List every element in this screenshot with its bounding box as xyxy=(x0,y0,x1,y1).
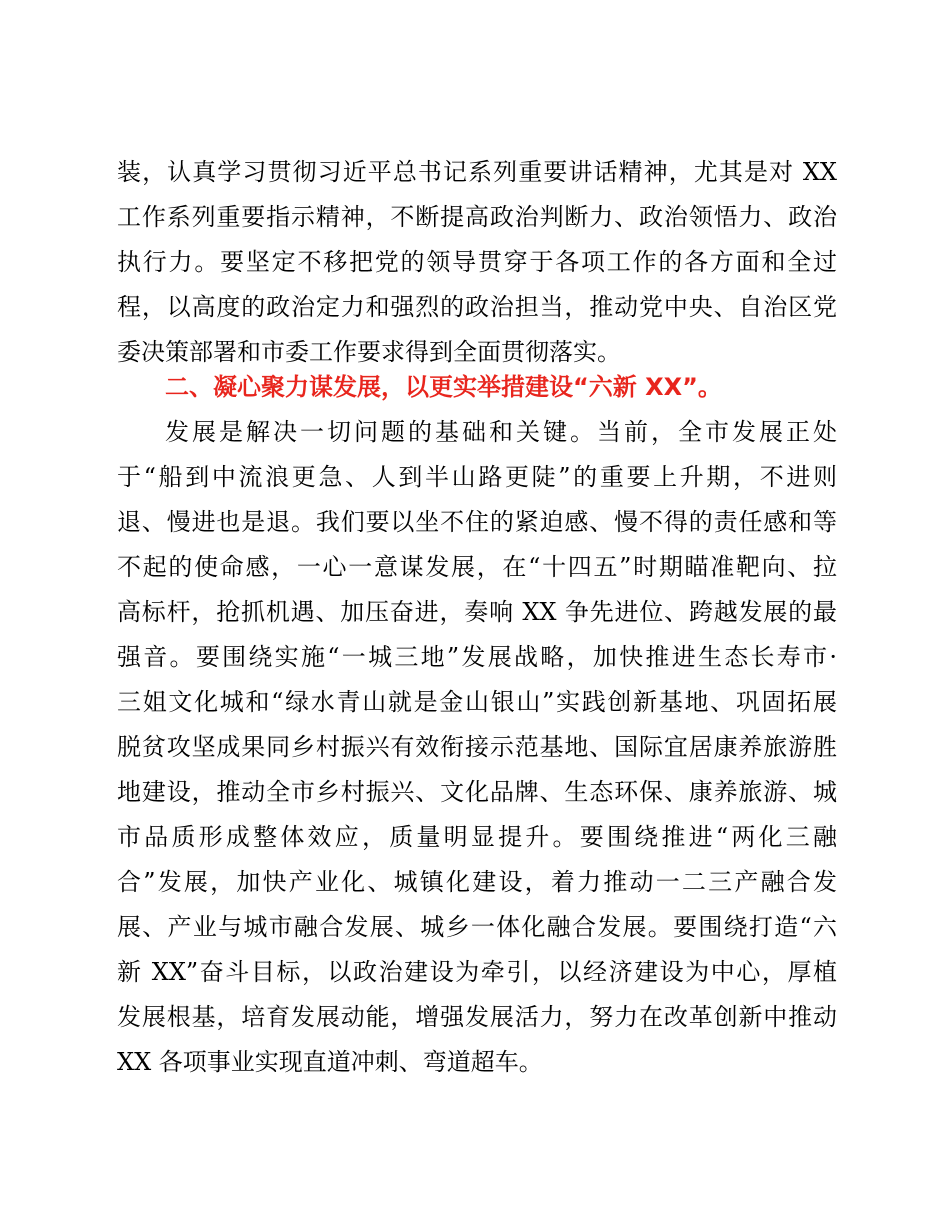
paragraph2-line-1: 发展是解决一切问题的基础和关键。当前，全市发展正处 xyxy=(165,418,837,446)
paragraph2-line-4: 不起的使命感，一心一意谋发展，在“十四五”时期瞄准靶向、拉 xyxy=(117,553,837,581)
paragraph1-line-2: 工作系列重要指示精神，不断提高政治判断力、政治领悟力、政治 xyxy=(117,203,837,231)
section-heading: 二、凝心聚力谋发展，以更实举措建设“六新 XX”。 xyxy=(165,373,722,401)
paragraph2-line-3: 退、慢进也是退。我们要以坐不住的紧迫感、慢不得的责任感和等 xyxy=(117,508,837,536)
paragraph2-line-13: 新 XX”奋斗目标，以政治建设为牵引，以经济建设为中心，厚植 xyxy=(117,958,837,986)
paragraph2-line-15: XX 各项事业实现直道冲刺、弯道超车。 xyxy=(117,1048,543,1076)
paragraph2-line-12: 展、产业与城市融合发展、城乡一体化融合发展。要围绕打造“六 xyxy=(117,913,837,941)
paragraph2-line-6: 强音。要围绕实施“一城三地”发展战略，加快推进生态长寿市· xyxy=(117,643,837,671)
paragraph2-line-9: 地建设，推动全市乡村振兴、文化品牌、生态环保、康养旅游、城 xyxy=(117,778,837,806)
paragraph2-line-14: 发展根基，培育发展动能，增强发展活力，努力在改革创新中推动 xyxy=(117,1003,837,1031)
paragraph2-line-2: 于“船到中流浪更急、人到半山路更陡”的重要上升期，不进则 xyxy=(117,463,837,491)
paragraph2-line-5: 高标杆，抢抓机遇、加压奋进，奏响 XX 争先进位、跨越发展的最 xyxy=(117,598,837,626)
paragraph1-line-3: 执行力。要坚定不移把党的领导贯穿于各项工作的各方面和全过 xyxy=(117,248,837,276)
paragraph2-line-8: 脱贫攻坚成果同乡村振兴有效衔接示范基地、国际宜居康养旅游胜 xyxy=(117,733,837,761)
paragraph2-line-7: 三姐文化城和“绿水青山就是金山银山”实践创新基地、巩固拓展 xyxy=(117,688,837,716)
paragraph2-line-10: 市品质形成整体效应，质量明显提升。要围绕推进“两化三融 xyxy=(117,823,837,851)
paragraph2-line-11: 合”发展，加快产业化、城镇化建设，着力推动一二三产融合发 xyxy=(117,868,837,896)
paragraph1-line-4: 程，以高度的政治定力和强烈的政治担当，推动党中央、自治区党 xyxy=(117,293,837,321)
paragraph1-line-1: 装，认真学习贯彻习近平总书记系列重要讲话精神，尤其是对 XX xyxy=(117,158,837,186)
paragraph1-line-5: 委决策部署和市委工作要求得到全面贯彻落实。 xyxy=(117,338,621,366)
